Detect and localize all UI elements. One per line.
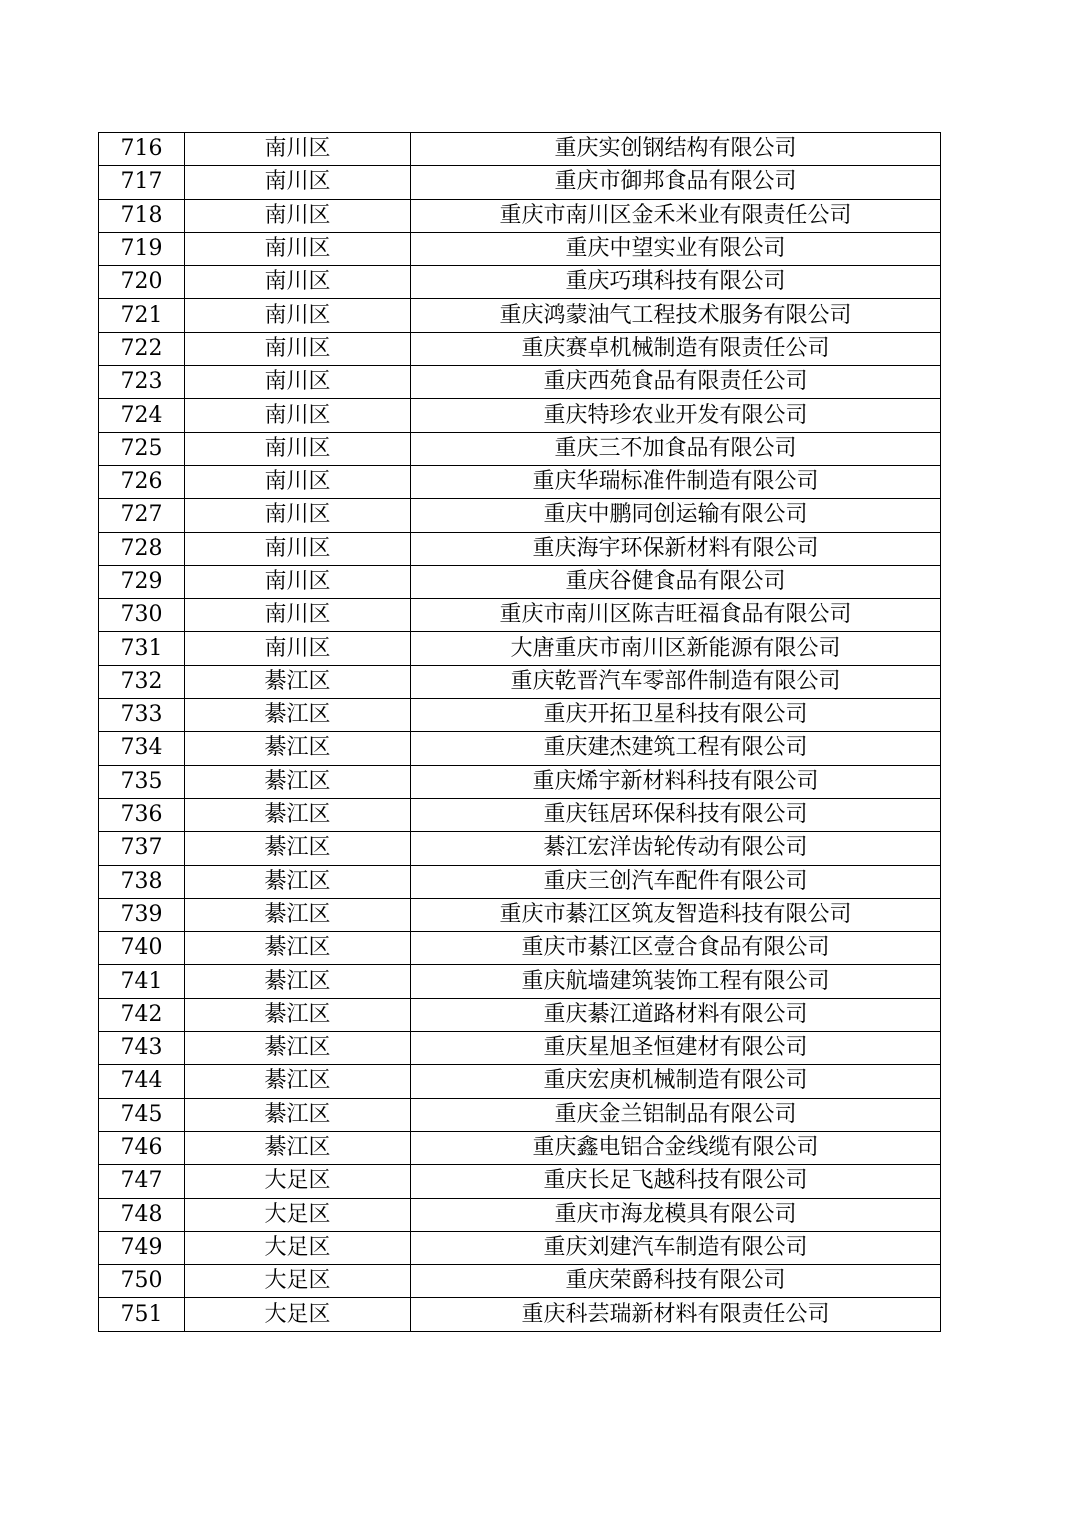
table-row bbox=[99, 133, 941, 166]
company-name-cell: 重庆华瑞标准件制造有限公司 bbox=[411, 465, 941, 498]
district-cell: 大足区 bbox=[185, 1231, 411, 1264]
row-number-cell: 730 bbox=[99, 599, 185, 632]
table-row bbox=[99, 166, 941, 199]
district-cell: 大足区 bbox=[185, 1298, 411, 1331]
row-number-cell: 728 bbox=[99, 532, 185, 565]
company-name-cell: 綦江宏洋齿轮传动有限公司 bbox=[411, 832, 941, 865]
table-row bbox=[99, 798, 941, 831]
district-cell: 綦江区 bbox=[185, 665, 411, 698]
company-name-cell: 重庆巧琪科技有限公司 bbox=[411, 266, 941, 299]
district-cell: 大足区 bbox=[185, 1198, 411, 1231]
table-row bbox=[99, 432, 941, 465]
company-name-cell: 重庆中鹏同创运输有限公司 bbox=[411, 499, 941, 532]
district-cell: 綦江区 bbox=[185, 798, 411, 831]
row-number-cell: 739 bbox=[99, 898, 185, 931]
row-number-cell: 729 bbox=[99, 565, 185, 598]
company-name-cell: 重庆科芸瑞新材料有限责任公司 bbox=[411, 1298, 941, 1331]
company-name-cell: 重庆特珍农业开发有限公司 bbox=[411, 399, 941, 432]
document-page bbox=[98, 132, 940, 1332]
district-cell: 南川区 bbox=[185, 366, 411, 399]
table-row bbox=[99, 1098, 941, 1131]
company-name-cell: 重庆市綦江区壹合食品有限公司 bbox=[411, 932, 941, 965]
table-row bbox=[99, 965, 941, 998]
district-cell: 綦江区 bbox=[185, 898, 411, 931]
table-row bbox=[99, 399, 941, 432]
company-name-cell: 大唐重庆市南川区新能源有限公司 bbox=[411, 632, 941, 665]
row-number-cell: 720 bbox=[99, 266, 185, 299]
table-row bbox=[99, 932, 941, 965]
table-row bbox=[99, 1131, 941, 1164]
row-number-cell: 749 bbox=[99, 1231, 185, 1264]
table-row bbox=[99, 865, 941, 898]
district-cell: 南川区 bbox=[185, 199, 411, 232]
company-name-cell: 重庆鑫电铝合金线缆有限公司 bbox=[411, 1131, 941, 1164]
row-number-cell: 733 bbox=[99, 699, 185, 732]
table-row bbox=[99, 1198, 941, 1231]
table-row bbox=[99, 1298, 941, 1331]
district-cell: 大足区 bbox=[185, 1165, 411, 1198]
district-cell: 綦江区 bbox=[185, 765, 411, 798]
table-row bbox=[99, 898, 941, 931]
company-name-cell: 重庆市海龙模具有限公司 bbox=[411, 1198, 941, 1231]
row-number-cell: 727 bbox=[99, 499, 185, 532]
row-number-cell: 742 bbox=[99, 998, 185, 1031]
company-name-cell: 重庆赛卓机械制造有限责任公司 bbox=[411, 332, 941, 365]
company-name-cell: 重庆三不加食品有限公司 bbox=[411, 432, 941, 465]
company-name-cell: 重庆长足飞越科技有限公司 bbox=[411, 1165, 941, 1198]
table-row bbox=[99, 599, 941, 632]
district-cell: 南川区 bbox=[185, 499, 411, 532]
table-row bbox=[99, 199, 941, 232]
row-number-cell: 748 bbox=[99, 1198, 185, 1231]
district-cell: 南川区 bbox=[185, 632, 411, 665]
row-number-cell: 721 bbox=[99, 299, 185, 332]
district-cell: 南川区 bbox=[185, 599, 411, 632]
district-cell: 南川区 bbox=[185, 332, 411, 365]
table-row bbox=[99, 699, 941, 732]
company-name-cell: 重庆市御邦食品有限公司 bbox=[411, 166, 941, 199]
district-cell: 大足区 bbox=[185, 1265, 411, 1298]
row-number-cell: 743 bbox=[99, 1032, 185, 1065]
row-number-cell: 746 bbox=[99, 1131, 185, 1164]
company-name-cell: 重庆市綦江区筑友智造科技有限公司 bbox=[411, 898, 941, 931]
company-name-cell: 重庆钰居环保科技有限公司 bbox=[411, 798, 941, 831]
company-name-cell: 重庆刘建汽车制造有限公司 bbox=[411, 1231, 941, 1264]
table-row bbox=[99, 366, 941, 399]
row-number-cell: 725 bbox=[99, 432, 185, 465]
company-name-cell: 重庆綦江道路材料有限公司 bbox=[411, 998, 941, 1031]
row-number-cell: 717 bbox=[99, 166, 185, 199]
company-name-cell: 重庆航墙建筑装饰工程有限公司 bbox=[411, 965, 941, 998]
district-cell: 南川区 bbox=[185, 565, 411, 598]
row-number-cell: 719 bbox=[99, 232, 185, 265]
company-name-cell: 重庆金兰铝制品有限公司 bbox=[411, 1098, 941, 1131]
table-row bbox=[99, 1265, 941, 1298]
row-number-cell: 724 bbox=[99, 399, 185, 432]
table-row bbox=[99, 998, 941, 1031]
row-number-cell: 741 bbox=[99, 965, 185, 998]
row-number-cell: 738 bbox=[99, 865, 185, 898]
district-cell: 綦江区 bbox=[185, 832, 411, 865]
district-cell: 綦江区 bbox=[185, 965, 411, 998]
company-name-cell: 重庆烯宇新材料科技有限公司 bbox=[411, 765, 941, 798]
row-number-cell: 723 bbox=[99, 366, 185, 399]
district-cell: 綦江区 bbox=[185, 998, 411, 1031]
row-number-cell: 716 bbox=[99, 133, 185, 166]
district-cell: 綦江区 bbox=[185, 865, 411, 898]
district-cell: 南川区 bbox=[185, 432, 411, 465]
table-row bbox=[99, 465, 941, 498]
table-row bbox=[99, 266, 941, 299]
company-name-cell: 重庆市南川区陈吉旺福食品有限公司 bbox=[411, 599, 941, 632]
table-row bbox=[99, 1165, 941, 1198]
row-number-cell: 726 bbox=[99, 465, 185, 498]
district-cell: 綦江区 bbox=[185, 1098, 411, 1131]
table-row bbox=[99, 1065, 941, 1098]
company-name-cell: 重庆建杰建筑工程有限公司 bbox=[411, 732, 941, 765]
district-cell: 南川区 bbox=[185, 166, 411, 199]
company-name-cell: 重庆星旭圣恒建材有限公司 bbox=[411, 1032, 941, 1065]
row-number-cell: 744 bbox=[99, 1065, 185, 1098]
table-row bbox=[99, 565, 941, 598]
company-name-cell: 重庆市南川区金禾米业有限责任公司 bbox=[411, 199, 941, 232]
row-number-cell: 735 bbox=[99, 765, 185, 798]
row-number-cell: 747 bbox=[99, 1165, 185, 1198]
district-cell: 綦江区 bbox=[185, 1065, 411, 1098]
company-name-cell: 重庆海宇环保新材料有限公司 bbox=[411, 532, 941, 565]
table-row bbox=[99, 532, 941, 565]
company-name-cell: 重庆开拓卫星科技有限公司 bbox=[411, 699, 941, 732]
table-row bbox=[99, 332, 941, 365]
district-cell: 南川区 bbox=[185, 232, 411, 265]
district-cell: 南川区 bbox=[185, 465, 411, 498]
table-row bbox=[99, 832, 941, 865]
table-row bbox=[99, 765, 941, 798]
table-row bbox=[99, 1032, 941, 1065]
district-cell: 綦江区 bbox=[185, 732, 411, 765]
table-row bbox=[99, 499, 941, 532]
company-name-cell: 重庆中望实业有限公司 bbox=[411, 232, 941, 265]
company-name-cell: 重庆乾晋汽车零部件制造有限公司 bbox=[411, 665, 941, 698]
row-number-cell: 722 bbox=[99, 332, 185, 365]
table-row bbox=[99, 632, 941, 665]
row-number-cell: 737 bbox=[99, 832, 185, 865]
row-number-cell: 718 bbox=[99, 199, 185, 232]
table-row bbox=[99, 1231, 941, 1264]
table-row bbox=[99, 732, 941, 765]
company-name-cell: 重庆三创汽车配件有限公司 bbox=[411, 865, 941, 898]
company-list-table bbox=[98, 132, 941, 1332]
company-name-cell: 重庆实创钢结构有限公司 bbox=[411, 133, 941, 166]
district-cell: 綦江区 bbox=[185, 699, 411, 732]
row-number-cell: 731 bbox=[99, 632, 185, 665]
row-number-cell: 750 bbox=[99, 1265, 185, 1298]
district-cell: 綦江区 bbox=[185, 1032, 411, 1065]
district-cell: 綦江区 bbox=[185, 932, 411, 965]
row-number-cell: 740 bbox=[99, 932, 185, 965]
table-row bbox=[99, 665, 941, 698]
district-cell: 南川区 bbox=[185, 299, 411, 332]
district-cell: 南川区 bbox=[185, 532, 411, 565]
company-name-cell: 重庆西苑食品有限责任公司 bbox=[411, 366, 941, 399]
district-cell: 南川区 bbox=[185, 399, 411, 432]
table-row bbox=[99, 299, 941, 332]
table-row bbox=[99, 232, 941, 265]
company-name-cell: 重庆谷健食品有限公司 bbox=[411, 565, 941, 598]
company-name-cell: 重庆荣爵科技有限公司 bbox=[411, 1265, 941, 1298]
district-cell: 南川区 bbox=[185, 133, 411, 166]
company-name-cell: 重庆宏庚机械制造有限公司 bbox=[411, 1065, 941, 1098]
row-number-cell: 745 bbox=[99, 1098, 185, 1131]
district-cell: 綦江区 bbox=[185, 1131, 411, 1164]
district-cell: 南川区 bbox=[185, 266, 411, 299]
row-number-cell: 732 bbox=[99, 665, 185, 698]
table-body bbox=[99, 133, 941, 1332]
company-name-cell: 重庆鸿蒙油气工程技术服务有限公司 bbox=[411, 299, 941, 332]
row-number-cell: 751 bbox=[99, 1298, 185, 1331]
row-number-cell: 734 bbox=[99, 732, 185, 765]
row-number-cell: 736 bbox=[99, 798, 185, 831]
